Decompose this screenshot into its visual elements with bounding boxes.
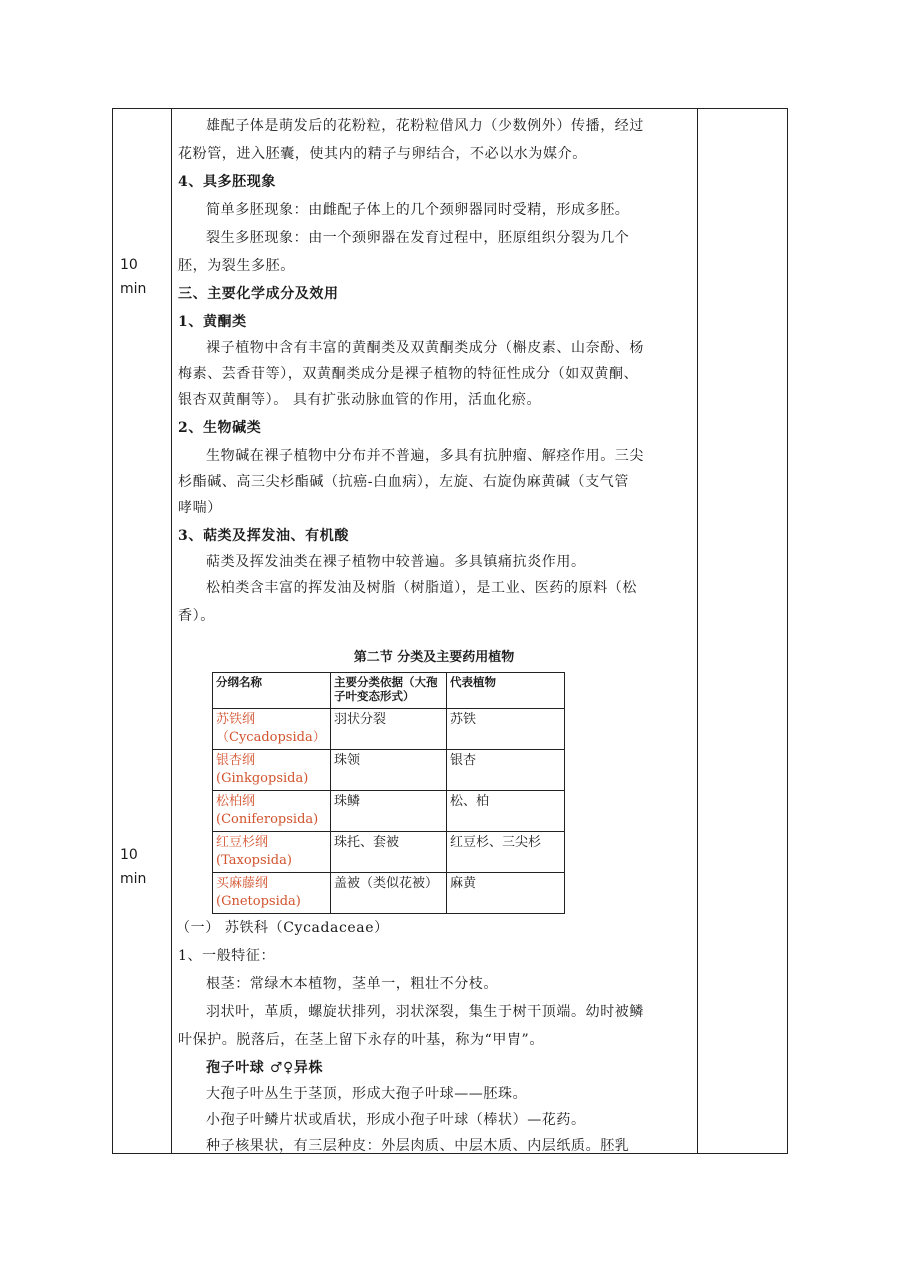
text-line: 裸子植物中含有丰富的黄酮类及双黄酮类成分（槲皮素、山奈酚、杨: [206, 340, 644, 356]
text-line: 哮喘）: [178, 500, 222, 516]
basis-cell: 羽状分裂: [331, 709, 447, 750]
heading-general: 1、一般特征：: [178, 948, 276, 964]
text-line: 生物碱在裸子植物中分布并不普遍，多具有抗肿瘤、解痉作用。三尖: [206, 448, 644, 464]
class-name-cell: [213, 709, 331, 750]
text-line: 根茎：常绿木本植物，茎单一，粗壮不分枝。: [206, 976, 498, 992]
class-latin: (Gnetopsida): [216, 894, 301, 909]
rep-cell: 麻黄: [447, 873, 565, 914]
text-line: 胚，为裂生多胚。: [178, 258, 295, 274]
class-latin: (Taxopsida): [216, 853, 292, 868]
basis-cell: 珠领: [331, 750, 447, 791]
text-line: 银杏双黄酮等）。 具有扩张动脉血管的作用，活血化瘀。: [178, 392, 542, 408]
basis-cell: 珠鳞: [331, 791, 447, 832]
subsection-cycadaceae: （一） 苏铁科（Cycadaceae）: [176, 920, 389, 936]
class-name: 银杏纲: [216, 753, 256, 768]
heading-alkaloids: 2、生物碱类: [178, 420, 262, 436]
class-name: 买麻藤纲: [216, 876, 269, 891]
table-row: [213, 873, 565, 914]
heading-flavonoids: 1、黄酮类: [178, 314, 247, 330]
text-line: 叶保护。脱落后，在茎上留下永存的叶基，称为“甲胄”。: [178, 1032, 544, 1048]
class-name: 红豆杉纲: [216, 835, 269, 850]
basis-cell: 珠托、套被: [331, 832, 447, 873]
classification-table: [212, 672, 565, 914]
table-header-row: [213, 673, 565, 709]
class-name: 松柏纲: [216, 794, 256, 809]
text-line: 种子核果状，有三层种皮：外层肉质、中层木质、内层纸质。胚乳: [206, 1138, 630, 1154]
section-title: 第二节 分类及主要药用植物: [353, 650, 515, 665]
text-line: 花粉管，进入胚囊，使其内的精子与卵结合，不必以水为媒介。: [178, 146, 587, 162]
text-line: 梅素、芸香苷等），双黄酮类成分是裸子植物的特征性成分（如双黄酮、: [178, 366, 639, 382]
text-line: 雄配子体是萌发后的花粉粒，花粉粒借风力（少数例外）传播，经过: [206, 118, 644, 134]
text-line: 大孢子叶丛生于茎顶，形成大孢子叶球——胚珠。: [206, 1086, 528, 1102]
rep-cell: 松、柏: [447, 791, 565, 832]
time-cell-2: 10 min: [120, 847, 147, 887]
class-name-cell: [213, 832, 331, 873]
header-class-name: 分纲名称: [213, 673, 331, 709]
class-name-cell: [213, 873, 331, 914]
table-row: [213, 832, 565, 873]
column-divider-right: [697, 109, 698, 1153]
text-line: 萜类及挥发油类在裸子植物中较普遍。多具镇痛抗炎作用。: [206, 554, 586, 570]
class-name-cell: [213, 750, 331, 791]
text-line: 松柏类含丰富的挥发油及树脂（树脂道），是工业、医药的原料（松: [206, 580, 637, 596]
basis-cell: 盖被（类似花被）: [331, 873, 447, 914]
heading-4: 4、具多胚现象: [178, 174, 276, 190]
class-latin: (Ginkgopsida): [216, 771, 309, 786]
heading-chem: 三、主要化学成分及效用: [178, 286, 339, 302]
table-row: [213, 791, 565, 832]
heading-terpenes: 3、萜类及挥发油、有机酸: [178, 528, 349, 544]
text-line: 小孢子叶鳞片状或盾状，形成小孢子叶球（棒状）—花药。: [206, 1112, 586, 1128]
text-line: 裂生多胚现象：由一个颈卵器在发育过程中，胚原组织分裂为几个: [206, 230, 630, 246]
text-line: 杉酯碱、高三尖杉酯碱（抗癌-白血病），左旋、右旋伪麻黄碱（支气管: [178, 474, 629, 490]
rep-cell: 红豆杉、三尖杉: [447, 832, 565, 873]
heading-strobilus: 孢子叶球 ♂♀异株: [206, 1060, 324, 1076]
table-row: [213, 750, 565, 791]
text-line: 简单多胚现象：由雌配子体上的几个颈卵器同时受精，形成多胚。: [206, 202, 630, 218]
time-cell-1: 10 min: [120, 257, 147, 297]
rep-cell: 银杏: [447, 750, 565, 791]
class-latin: (Coniferopsida): [216, 812, 319, 827]
header-basis: 主要分类依据（大孢子叶变态形式）: [331, 673, 447, 709]
table-row: [213, 709, 565, 750]
text-line: 香）。: [178, 608, 215, 624]
class-latin: （Cycadopsida）: [216, 730, 326, 745]
header-representative: 代表植物: [447, 673, 565, 709]
text-line: 羽状叶，革质，螺旋状排列，羽状深裂，集生于树干顶端。幼时被鳞: [206, 1004, 644, 1020]
rep-cell: 苏铁: [447, 709, 565, 750]
class-name: 苏铁纲: [216, 712, 256, 727]
column-divider-left: [171, 109, 172, 1153]
class-name-cell: [213, 791, 331, 832]
